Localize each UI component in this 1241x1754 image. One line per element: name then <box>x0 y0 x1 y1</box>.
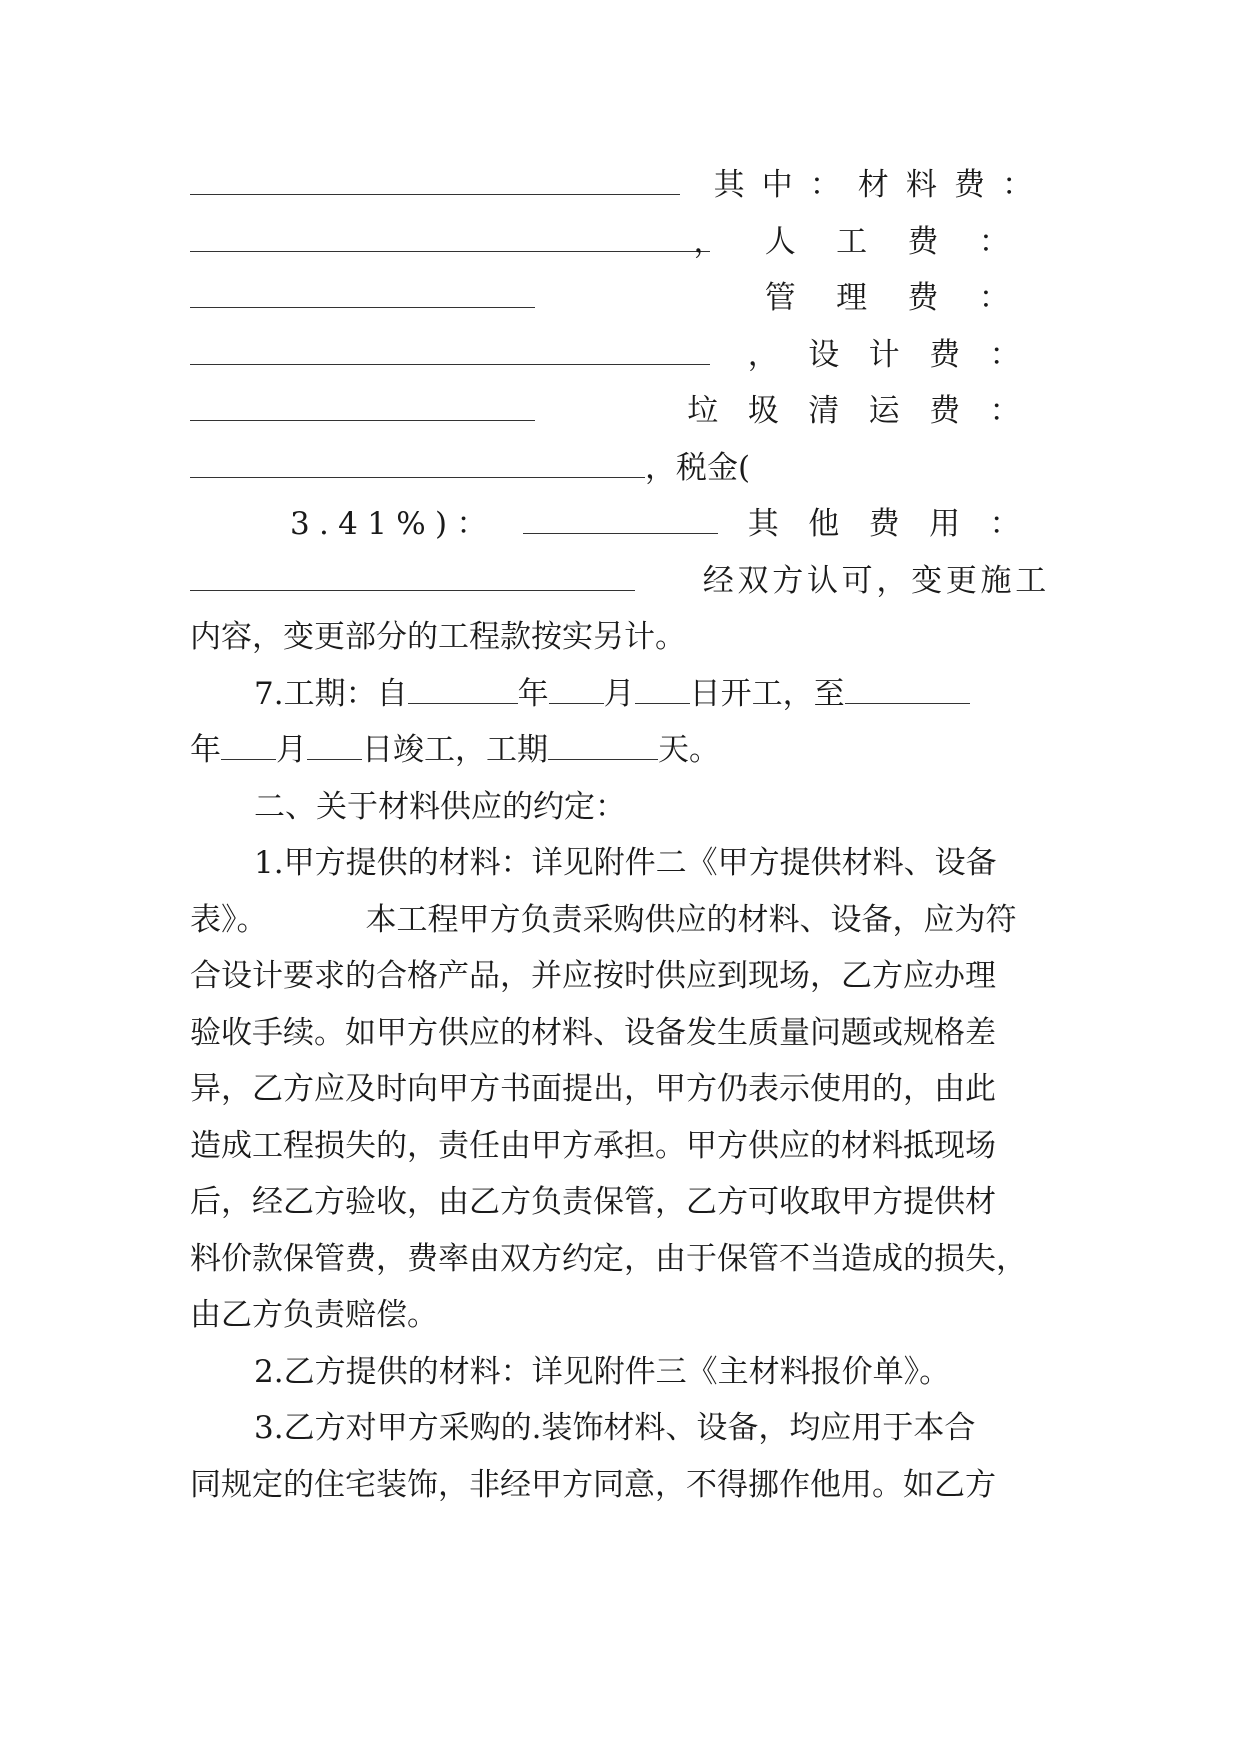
end-day-blank[interactable] <box>307 725 362 760</box>
end-year-blank[interactable] <box>845 669 970 704</box>
clause-1-line-6: 造成工程损失的，责任由甲方承担。甲方供应的材料抵现场 <box>190 1128 996 1164</box>
labor-fee-label: ，人工费： <box>693 224 1050 260</box>
clause-3-line: 3.乙方对甲方采购的.装饰材料、设备，均应用于本合 <box>254 1410 976 1446</box>
line-6 <box>190 438 1050 498</box>
days-label: 天。 <box>658 732 720 768</box>
material-fee-blank[interactable] <box>190 217 710 252</box>
month-label: 月 <box>603 676 635 712</box>
management-fee-label: 管理费： <box>764 280 1050 316</box>
tax-blank[interactable] <box>523 499 718 534</box>
garbage-fee-blank[interactable] <box>190 443 645 478</box>
blank-field[interactable] <box>190 160 680 195</box>
clause-text: 本工程甲方负责采购供应的材料、设备，应为符 <box>365 902 1017 938</box>
start-label: 日开工，至 <box>689 676 845 712</box>
year-label: 年 <box>517 676 549 712</box>
clause-1-line: 1.甲方提供的材料：详见附件二《甲方提供材料、设备 <box>254 845 997 881</box>
change-clause-start: 经双方认可，变更施工 <box>702 563 1050 599</box>
construction-period-line-1 <box>190 664 1114 724</box>
change-clause-end: 内容，变更部分的工程款按实另计。 <box>190 619 686 655</box>
clause-text: 表》。 <box>190 902 268 938</box>
material-fee-label: 其中：材料费： <box>713 167 1050 203</box>
tax-rate: 3.41%)： <box>290 506 497 542</box>
clause-1-line-5: 异，乙方应及时向甲方书面提出，甲方仍表示使用的，由此 <box>190 1071 996 1107</box>
month-label: 月 <box>276 732 307 768</box>
clause-1-line-9: 由乙方负责赔偿。 <box>190 1297 438 1333</box>
start-month-blank[interactable] <box>549 669 604 704</box>
completion-label: 日竣工，工期 <box>362 732 548 768</box>
other-fee-label: 其他费用： <box>747 506 1050 542</box>
line-4 <box>190 325 1050 385</box>
other-fee-blank[interactable] <box>190 556 635 591</box>
year-label: 年 <box>190 732 221 768</box>
line-2 <box>190 212 1050 272</box>
construction-period-line-2 <box>190 720 1050 780</box>
clause-2-line: 2.乙方提供的材料：详见附件三《主材料报价单》。 <box>254 1354 951 1390</box>
tax-label: ，税金( <box>645 450 751 486</box>
clause-1-line-7: 后，经乙方验收，由乙方负责保管，乙方可收取甲方提供材 <box>190 1184 996 1220</box>
period-from-label: 7.工期：自 <box>254 676 408 712</box>
start-year-blank[interactable] <box>408 669 518 704</box>
line-7 <box>190 494 1050 554</box>
labor-fee-blank[interactable] <box>190 273 535 308</box>
line-5 <box>190 381 1050 441</box>
garbage-fee-label: 垃圾清运费： <box>687 393 1050 429</box>
clause-1-line-2 <box>190 890 1050 950</box>
design-fee-label: ，设计费： <box>747 337 1050 373</box>
clause-1-line-3: 合设计要求的合格产品，并应按时供应到现场，乙方应办理 <box>190 958 996 994</box>
end-month-blank[interactable] <box>221 725 276 760</box>
clause-3-line-2: 同规定的住宅装饰，非经甲方同意，不得挪作他用。如乙方 <box>190 1467 996 1503</box>
clause-1-line-8: 料价款保管费，费率由双方约定，由于保管不当造成的损失， <box>190 1241 1027 1277</box>
duration-days-blank[interactable] <box>548 725 658 760</box>
design-fee-blank[interactable] <box>190 386 535 421</box>
start-day-blank[interactable] <box>635 669 690 704</box>
line-3 <box>190 268 1050 328</box>
line-1 <box>190 155 1050 215</box>
management-fee-blank[interactable] <box>190 330 710 365</box>
section-heading-materials: 二、关于材料供应的约定： <box>254 789 626 825</box>
line-8 <box>190 551 1050 611</box>
clause-1-line-4: 验收手续。如甲方供应的材料、设备发生质量问题或规格差 <box>190 1015 996 1051</box>
